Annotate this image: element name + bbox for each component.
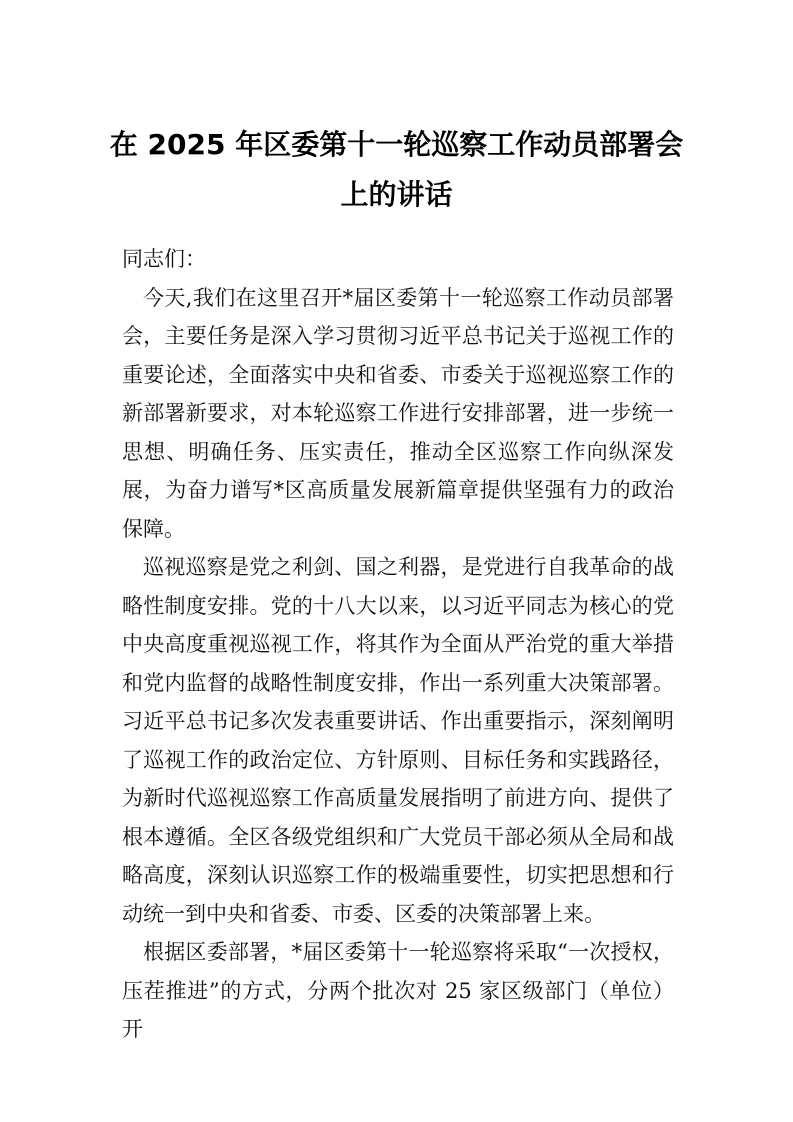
document-body	[122, 240, 674, 1049]
paragraph-2: 巡视巡察是党之利剑、国之利器，是党进行自我革命的战略性制度安排。党的十八大以来，以习近平同志为核心的党中央高度重视巡视工作，将其作为全面从严治党的重大举措和党内监督的战略性制度安排，作出一系列重大决策部署。习近平总书记多次发表重要讲话、作出重要指示，深刻阐明了巡视工作的政治定位、方针原则、目标任务和实践路径，为新时代巡视巡察工作高质量发展指明了前进方向、提供了根本遵循。全区各级党组织和广大党员干部必须从全局和战略高度，深刻认识巡察工作的极端重要性，切实把思想和行动统一到中央和省委、市委、区委的决策部署上来。	[122, 555, 674, 926]
paragraph-3: 根据区委部署，*届区委第十一轮巡察将采取“一次授权，压茬推进”的方式，分两个批次对 25 家区级部门（单位）开	[122, 940, 674, 1041]
paragraph-1: 今天,我们在这里召开*届区委第十一轮巡察工作动员部署会，主要任务是深入学习贯彻习近平总书记关于巡视工作的重要论述，全面落实中央和省委、市委关于巡视巡察工作的新部署新要求，对本轮巡察工作进行安排部署，进一步统一思想、明确任务、压实责任，推动全区巡察工作向纵深发展，为奋力谱写*区高质量发展新篇章提供坚强有力的政治保障。	[122, 285, 674, 541]
salutation: 同志们：	[122, 247, 206, 271]
document-title: 在 2025 年区委第十一轮巡察工作动员部署会上的讲话	[109, 128, 684, 211]
